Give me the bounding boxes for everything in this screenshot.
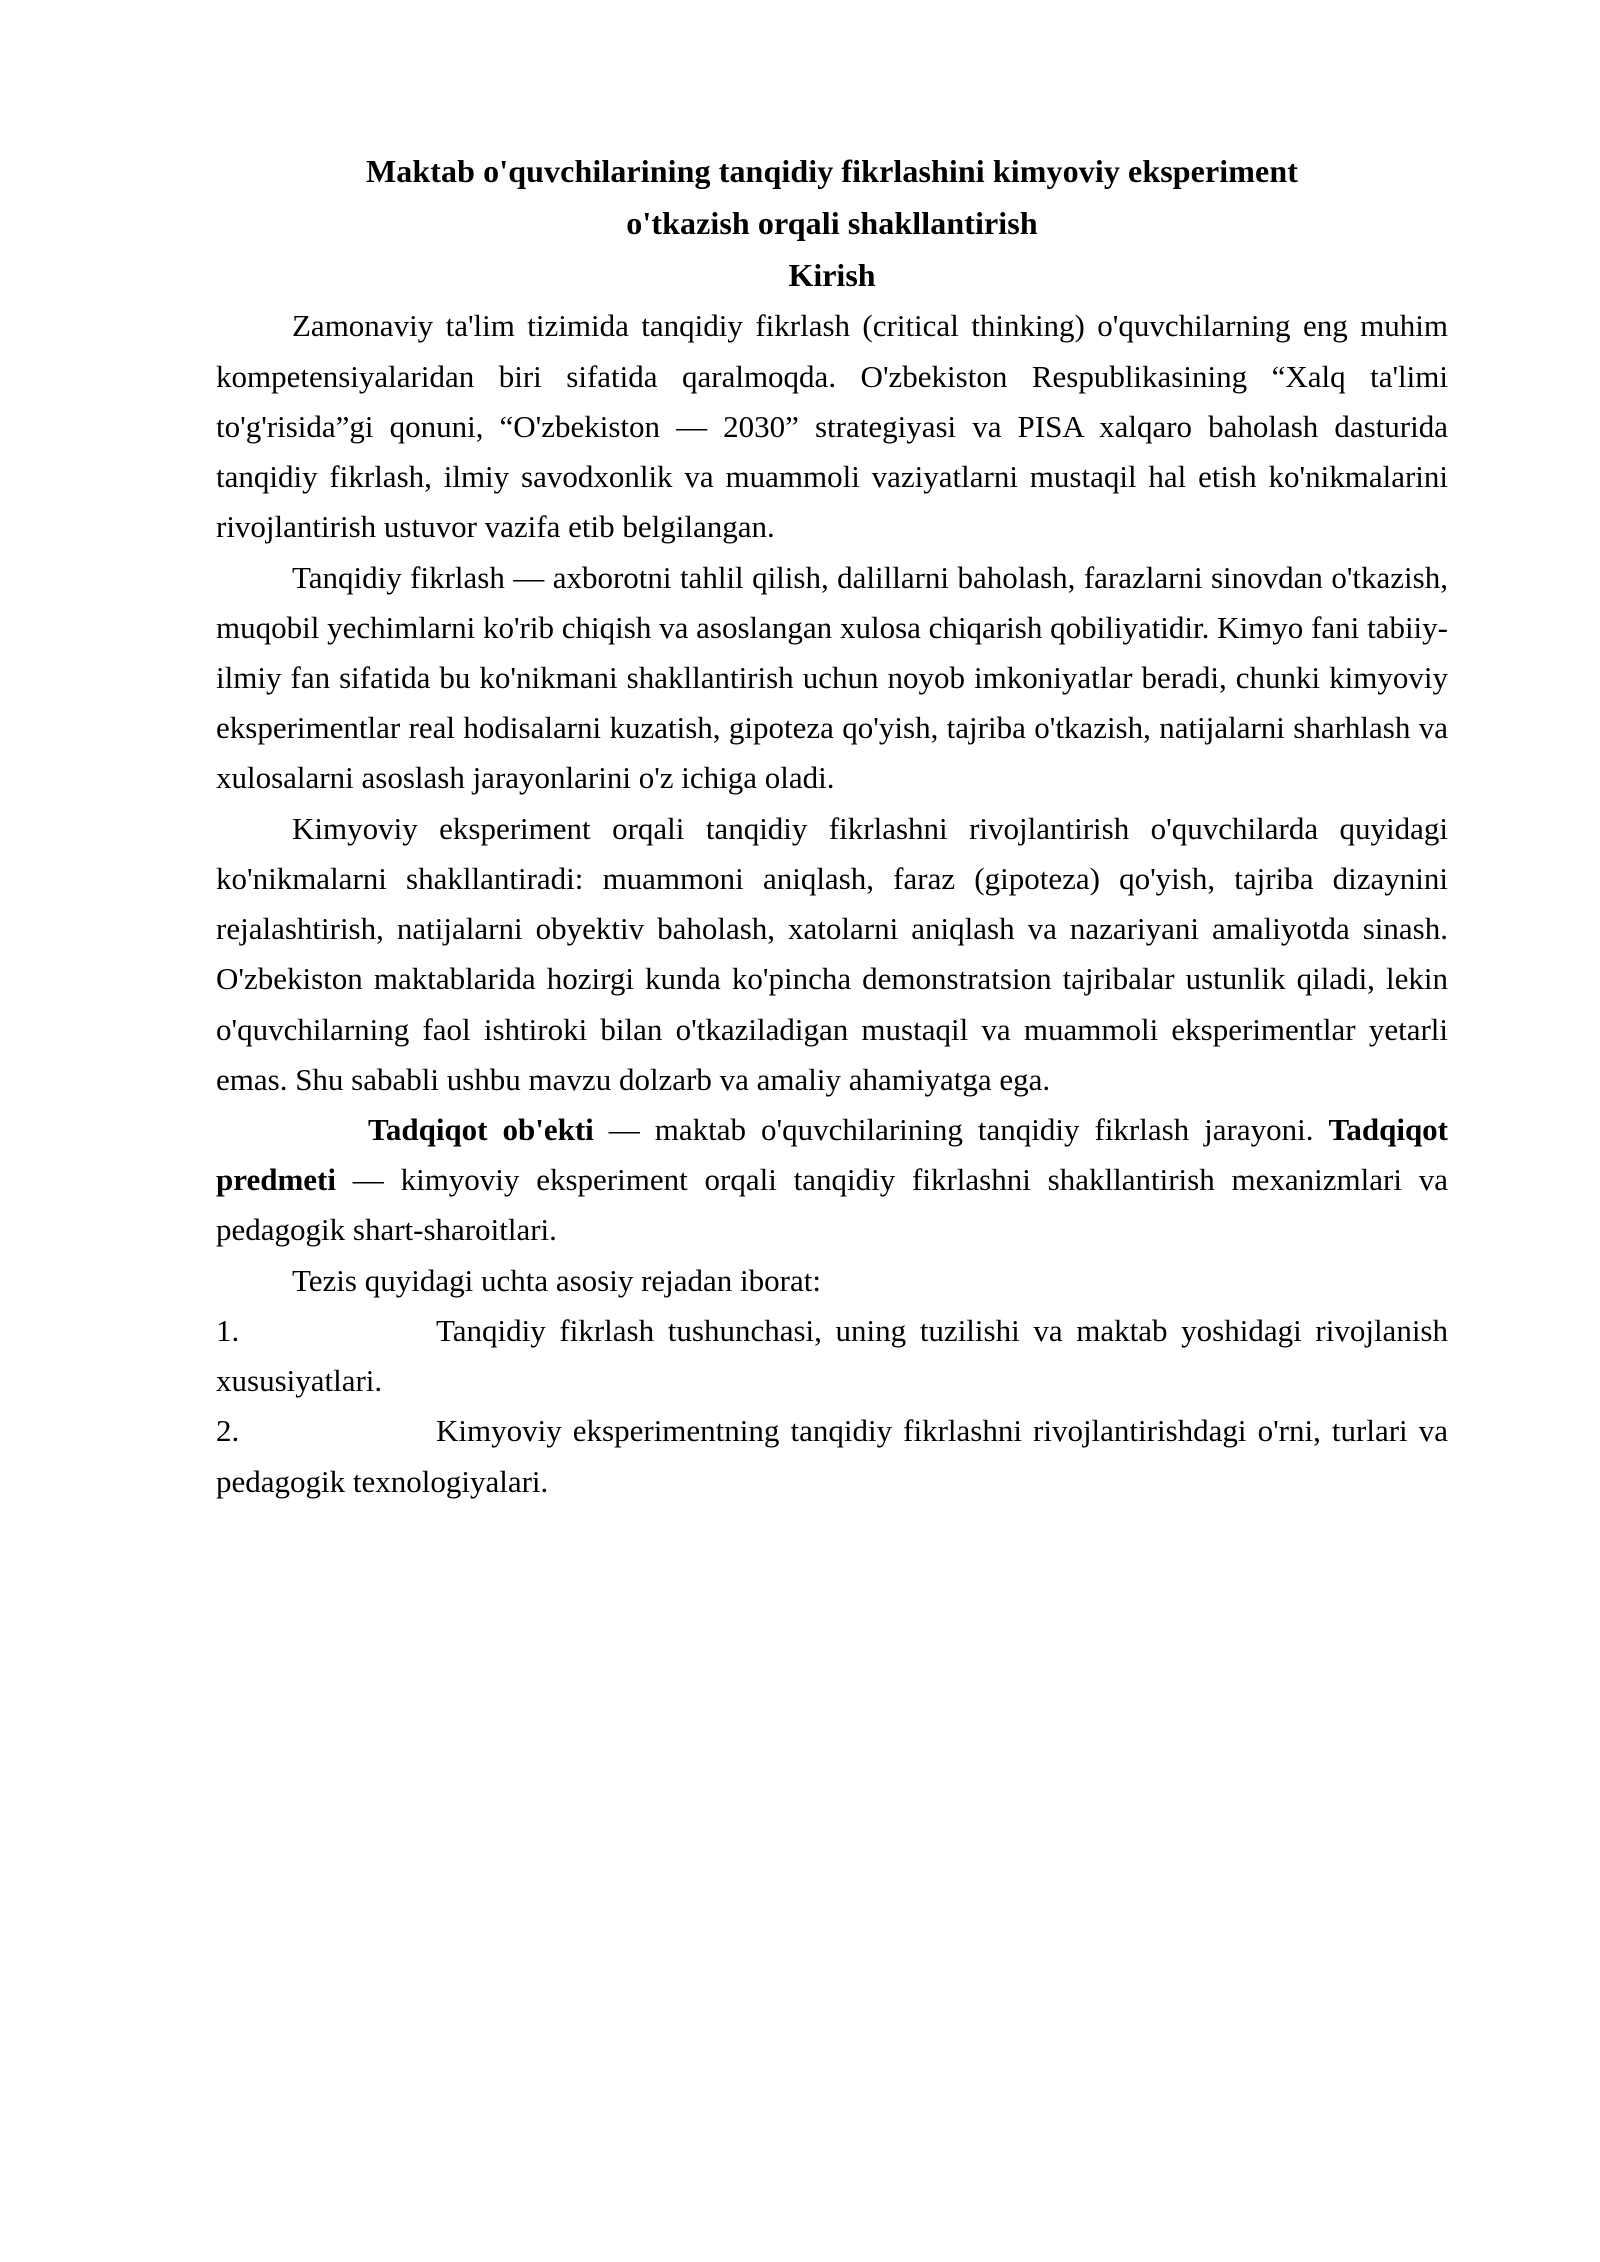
page-title	[216, 146, 1448, 250]
list-item-text: Tanqidiy fikrlash tushunchasi, uning tuzilishi va maktab yoshidagi rivojlanish xususiyatlari.	[216, 1312, 1448, 1399]
list-item-number: 1.	[216, 1312, 240, 1348]
paragraph-1: Zamonaviy ta'lim tizimida tanqidiy fikrlash (critical thinking) o'quvchilarning eng muhim kompetensiyalaridan biri sifatida qaralmoqda. O'zbekiston Respublikasining “Xalq ta'limi to'g'risida”gi qonuni, “O'zbekiston — 2030” strategiyasi va PISA xalqaro baholash dasturida tanqidiy fikrlash, ilmiy savodxonlik va muammoli vaziyatlarni mustaqil hal etish ko'nikmalarini rivojlantirish ustuvor vazifa etib belgilangan.	[216, 308, 1448, 545]
research-object-label: Tadqiqot ob'ekti	[368, 1111, 594, 1147]
paragraph-5-plan-intro: Tezis quyidagi uchta asosiy rejadan iborat:	[292, 1262, 821, 1298]
document-body	[216, 146, 1448, 1507]
list-item	[216, 1406, 1448, 1506]
list-item-text: Kimyoviy eksperimentning tanqidiy fikrlashni rivojlantirishdagi o'rni, turlari va pedagogik texnologiyalari.	[216, 1413, 1448, 1499]
page-title-line-1: Maktab o'quvchilarining tanqidiy fikrlashini kimyoviy eksperiment	[366, 153, 1298, 189]
paragraph-4-research-object-subject	[216, 1105, 1448, 1256]
list-item	[216, 1306, 1448, 1406]
paragraph-3: Kimyoviy eksperiment orqali tanqidiy fikrlashni rivojlantirish o'quvchilarda quyidagi ko'nikmalarni shakllantiradi: muammoni aniqlash, faraz (gipoteza) qo'yish, tajriba dizaynini rejalashtirish, natijalarni obyektiv baholash, xatolarni aniqlash va nazariyani amaliyotda sinash. O'zbekiston maktablarida hozirgi kunda ko'pincha demonstratsion tajribalar ustunlik qiladi, lekin o'quvchilarning faol ishtiroki bilan o'tkaziladigan mustaqil va muammoli eksperimentlar yetarli emas. Shu sababli ushbu mavzu dolzarb va amaliy ahamiyatga ega.	[216, 810, 1448, 1097]
research-subject-text: — kimyoviy eksperiment orqali tanqidiy fikrlashni shakllantirish mexanizmlari va pedagogik shart-sharoitlari.	[216, 1162, 1448, 1248]
research-subject-label: Tadqiqot predmeti	[216, 1111, 1449, 1198]
page-title-line-2: o'tkazish orqali shakllantirish	[626, 204, 1038, 241]
paragraph-2: Tanqidiy fikrlash — axborotni tahlil qilish, dalillarni baholash, farazlarni sinovdan o'tkazish, muqobil yechimlarni ko'rib chiqish va asoslangan xulosa chiqarish qobiliyatidir. Kimyo fani tabiiy-ilmiy fan sifatida bu ko'nikmani shakllantirish uchun noyob imkoniyatlar beradi, chunki kimyoviy eksperimentlar real hodisalarni kuzatish, gipoteza qo'yish, tajriba o'tkazish, natijalarni sharhlash va xulosalarni asoslash jarayonlarini o'z ichiga oladi.	[216, 559, 1448, 796]
list-item-number: 2.	[216, 1413, 240, 1449]
research-object-text: — maktab o'quvchilarining tanqidiy fikrlash jarayoni.	[593, 1111, 1329, 1147]
section-heading-kirish: Kirish	[788, 256, 876, 293]
